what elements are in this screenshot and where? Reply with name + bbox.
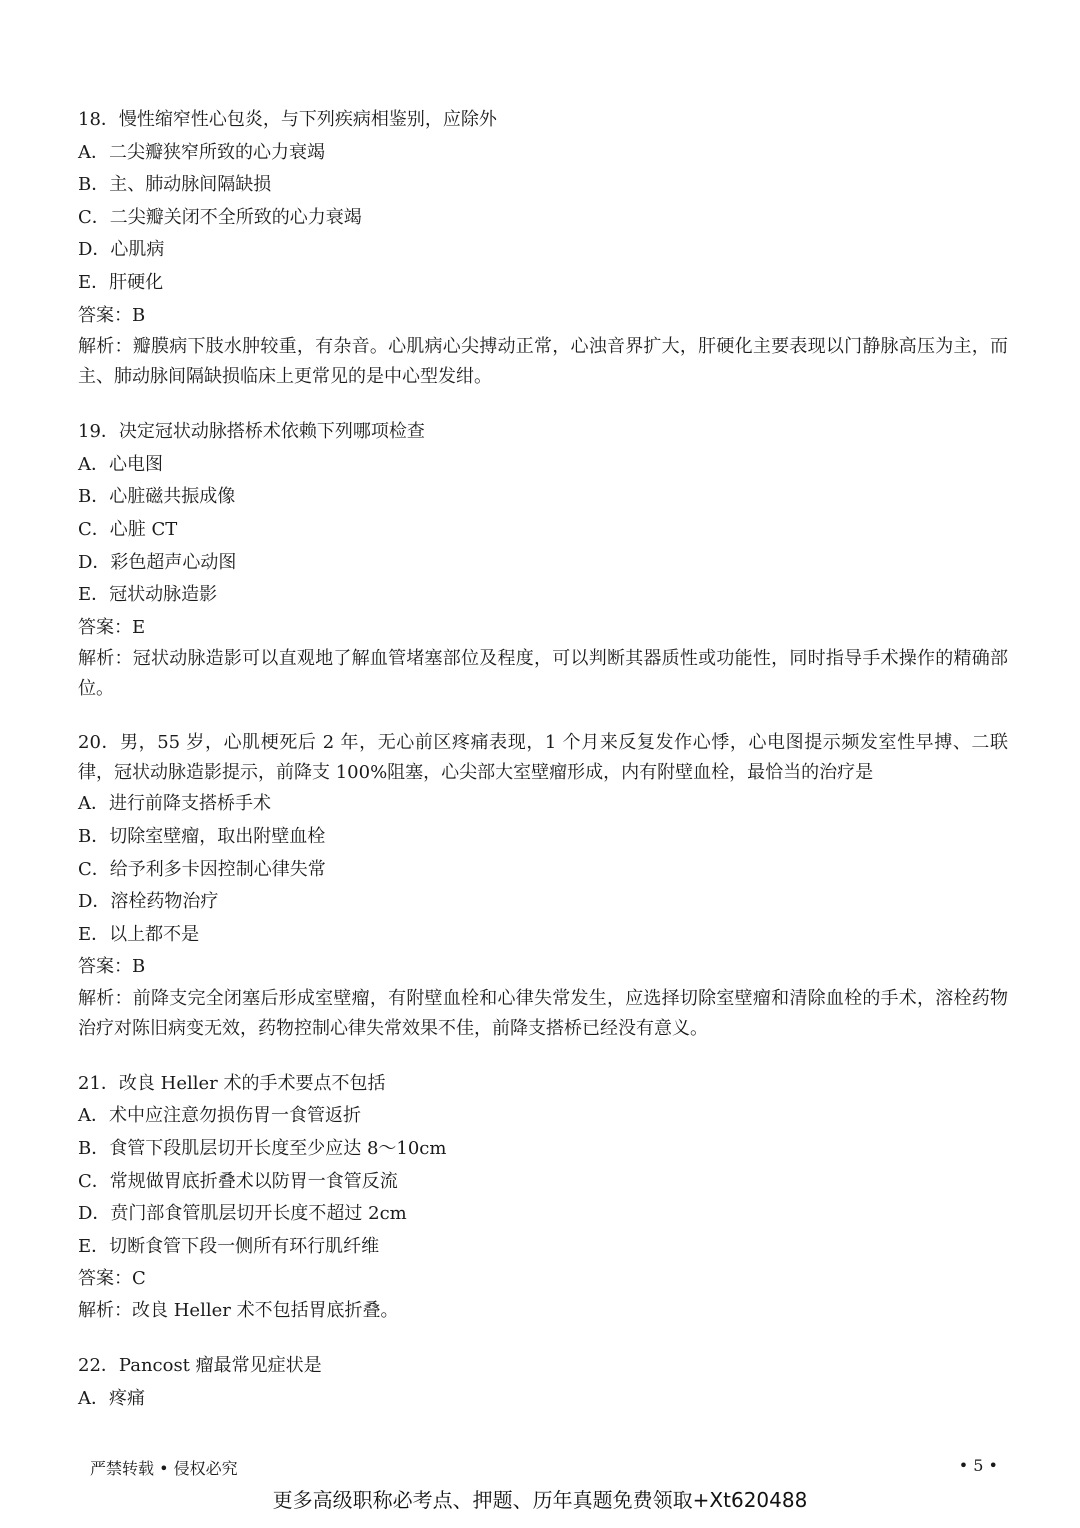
analysis: 解析：改良 Heller 术不包括胃底折叠。 (78, 1300, 399, 1322)
question-18 (78, 104, 1008, 392)
answer: 答案：B (78, 304, 146, 326)
option-a: A．疼痛 (78, 1387, 145, 1409)
question-21 (78, 1068, 1008, 1326)
question-22 (78, 1350, 1008, 1415)
copyright-notice: 严禁转载 • 侵权必究 (90, 1459, 238, 1478)
analysis: 解析：瓣膜病下肢水肿较重，有杂音。心肌病心尖搏动正常，心浊音界扩大，肝硬化主要表现以门静脉高压为主，而主、肺动脉间隔缺损临床上更常见的是中心型发绀。 (78, 336, 1008, 388)
answer: 答案：C (78, 1268, 146, 1290)
option-a: A．进行前降支搭桥手术 (78, 793, 271, 815)
option-b: B．食管下段肌层切开长度至少应达 8～10cm (78, 1138, 447, 1160)
option-a: A．心电图 (78, 453, 163, 475)
option-a: A．术中应注意勿损伤胃一食管返折 (78, 1105, 361, 1127)
option-b: B．切除室壁瘤，取出附壁血栓 (78, 825, 326, 847)
option-e: E．肝硬化 (78, 271, 164, 293)
analysis: 解析：冠状动脉造影可以直观地了解血管堵塞部位及程度，可以判断其器质性或功能性，同时指导手术操作的精确部位。 (78, 648, 1008, 700)
option-e: E．切断食管下段一侧所有环行肌纤维 (78, 1235, 380, 1257)
answer: 答案：B (78, 956, 146, 978)
option-d: D．彩色超声心动图 (78, 551, 237, 573)
option-d: D．心肌病 (78, 239, 165, 261)
page-number: • 5 • (958, 1456, 998, 1475)
option-c: C．给予利多卡因控制心律失常 (78, 858, 326, 880)
option-b: B．心脏磁共振成像 (78, 486, 236, 508)
option-e: E．以上都不是 (78, 923, 200, 945)
option-c: C．心脏 CT (78, 518, 178, 540)
question-stem: 21．改良 Heller 术的手术要点不包括 (78, 1072, 386, 1094)
promo-banner: 更多高级职称必考点、押题、历年真题免费领取+Xt620488 (272, 1488, 808, 1512)
question-stem: 19．决定冠状动脉搭桥术依赖下列哪项检查 (78, 421, 425, 443)
question-stem: 18．慢性缩窄性心包炎，与下列疾病相鉴别，应除外 (78, 109, 497, 130)
option-a: A．二尖瓣狭窄所致的心力衰竭 (78, 141, 325, 163)
option-e: E．冠状动脉造影 (78, 584, 218, 606)
question-list (78, 104, 1008, 1439)
answer: 答案：E (78, 616, 146, 638)
option-b: B．主、肺动脉间隔缺损 (78, 174, 272, 196)
question-20 (78, 728, 1008, 1044)
option-d: D．贲门部食管肌层切开长度不超过 2cm (78, 1203, 407, 1225)
option-c: C．常规做胃底折叠术以防胃一食管反流 (78, 1170, 398, 1192)
question-stem: 20．男，55 岁，心肌梗死后 2 年，无心前区疼痛表现，1 个月来反复发作心悸，心电图提示频发室性早搏、二联律，冠状动脉造影提示，前降支 100%阻塞，心尖部大室壁瘤形成，内有附壁血栓，最恰当的治疗是 (78, 732, 1008, 784)
option-c: C．二尖瓣关闭不全所致的心力衰竭 (78, 206, 362, 228)
question-stem: 22．Pancost 瘤最常见症状是 (78, 1355, 322, 1377)
analysis: 解析：前降支完全闭塞后形成室壁瘤，有附壁血栓和心律失常发生，应选择切除室壁瘤和清除血栓的手术，溶栓药物治疗对陈旧病变无效，药物控制心律失常效果不佳，前降支搭桥已经没有意义。 (78, 987, 1008, 1039)
question-19 (78, 416, 1008, 704)
option-d: D．溶栓药物治疗 (78, 891, 219, 913)
